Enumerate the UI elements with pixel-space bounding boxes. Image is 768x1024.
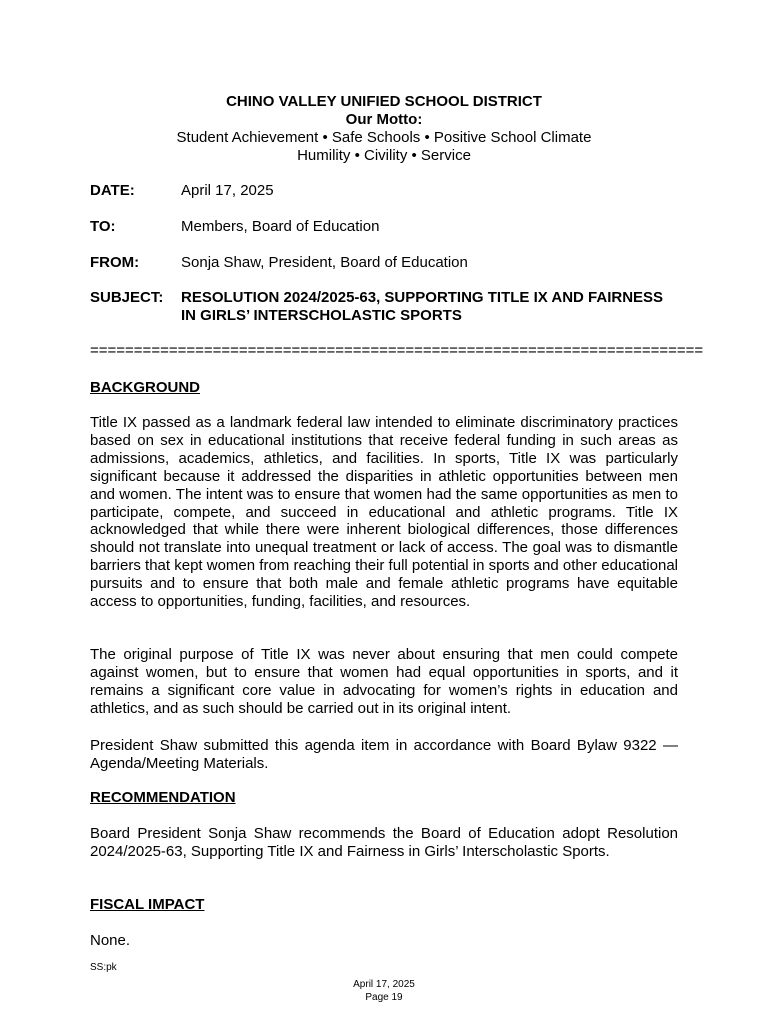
motto-label: Our Motto: [345,111,423,128]
from-value: Sonja Shaw, President, Board of Education [181,254,468,271]
date-label: DATE: [90,182,135,199]
background-paragraph-3: President Shaw submitted this agenda item in accordance with Board Bylaw 9322 —Agenda/Meeting Materials. [90,737,678,772]
from-label: FROM: [90,254,140,271]
page-footer [0,978,768,1004]
date-value: April 17, 2025 [181,182,274,199]
background-paragraph-1: Title IX passed as a landmark federal law intended to eliminate discriminatory practices based on sex in educational institutions that receive federal funding in such areas as admissions, academics, athletics, and facilities. In sports, Title IX was particularly significant because it addressed the disparities in athletic opportunities between men and women. The intent was to ensure that women had the same opportunities as men to participate, compete, and succeed in educational and athletic programs. Title IX acknowledged that while there were inherent biological differences, those differences should not translate into unequal treatment or lack of access. The goal was to dismantle barriers that kept women from reaching their full potential in sports and other educational pursuits and to ensure that both male and female athletic programs have equitable access to opportunities, funding, facilities, and resources. [90,414,678,611]
footer-date: April 17, 2025 [353,979,415,990]
to-value: Members, Board of Education [181,218,380,235]
recommendation-paragraph: Board President Sonja Shaw recommends the Board of Education adopt Resolution 2024/2025-63, Supporting Title IX and Fairness in Girls’ Interscholastic Sports. [90,825,678,860]
motto-line-1: Student Achievement • Safe Schools • Positive School Climate [176,129,592,146]
fiscal-impact-heading: FISCAL IMPACT [90,896,205,913]
fiscal-impact-text: None. [90,932,131,949]
recommendation-heading: RECOMMENDATION [90,789,236,806]
separator-line: ====================================================================== [90,342,704,359]
background-heading: BACKGROUND [90,379,200,396]
background-paragraph-2: The original purpose of Title IX was never about ensuring that men could compete against women, but to ensure that women had equal opportunities in sports, and it remains a significant core value in advocating for women’s rights in education and athletics, and as such should be carried out in its original intent. [90,646,678,717]
footer-page-number: Page 19 [365,992,403,1003]
document-header [0,93,768,165]
author-initials: SS:pk [90,962,117,973]
subject-label: SUBJECT: [90,289,164,306]
district-name: CHINO VALLEY UNIFIED SCHOOL DISTRICT [226,93,542,110]
to-label: TO: [90,218,116,235]
motto-line-2: Humility • Civility • Service [297,147,471,164]
subject-value: RESOLUTION 2024/2025-63, SUPPORTING TITLE IX AND FAIRNESS IN GIRLS’ INTERSCHOLASTIC SPORTS [181,289,664,324]
